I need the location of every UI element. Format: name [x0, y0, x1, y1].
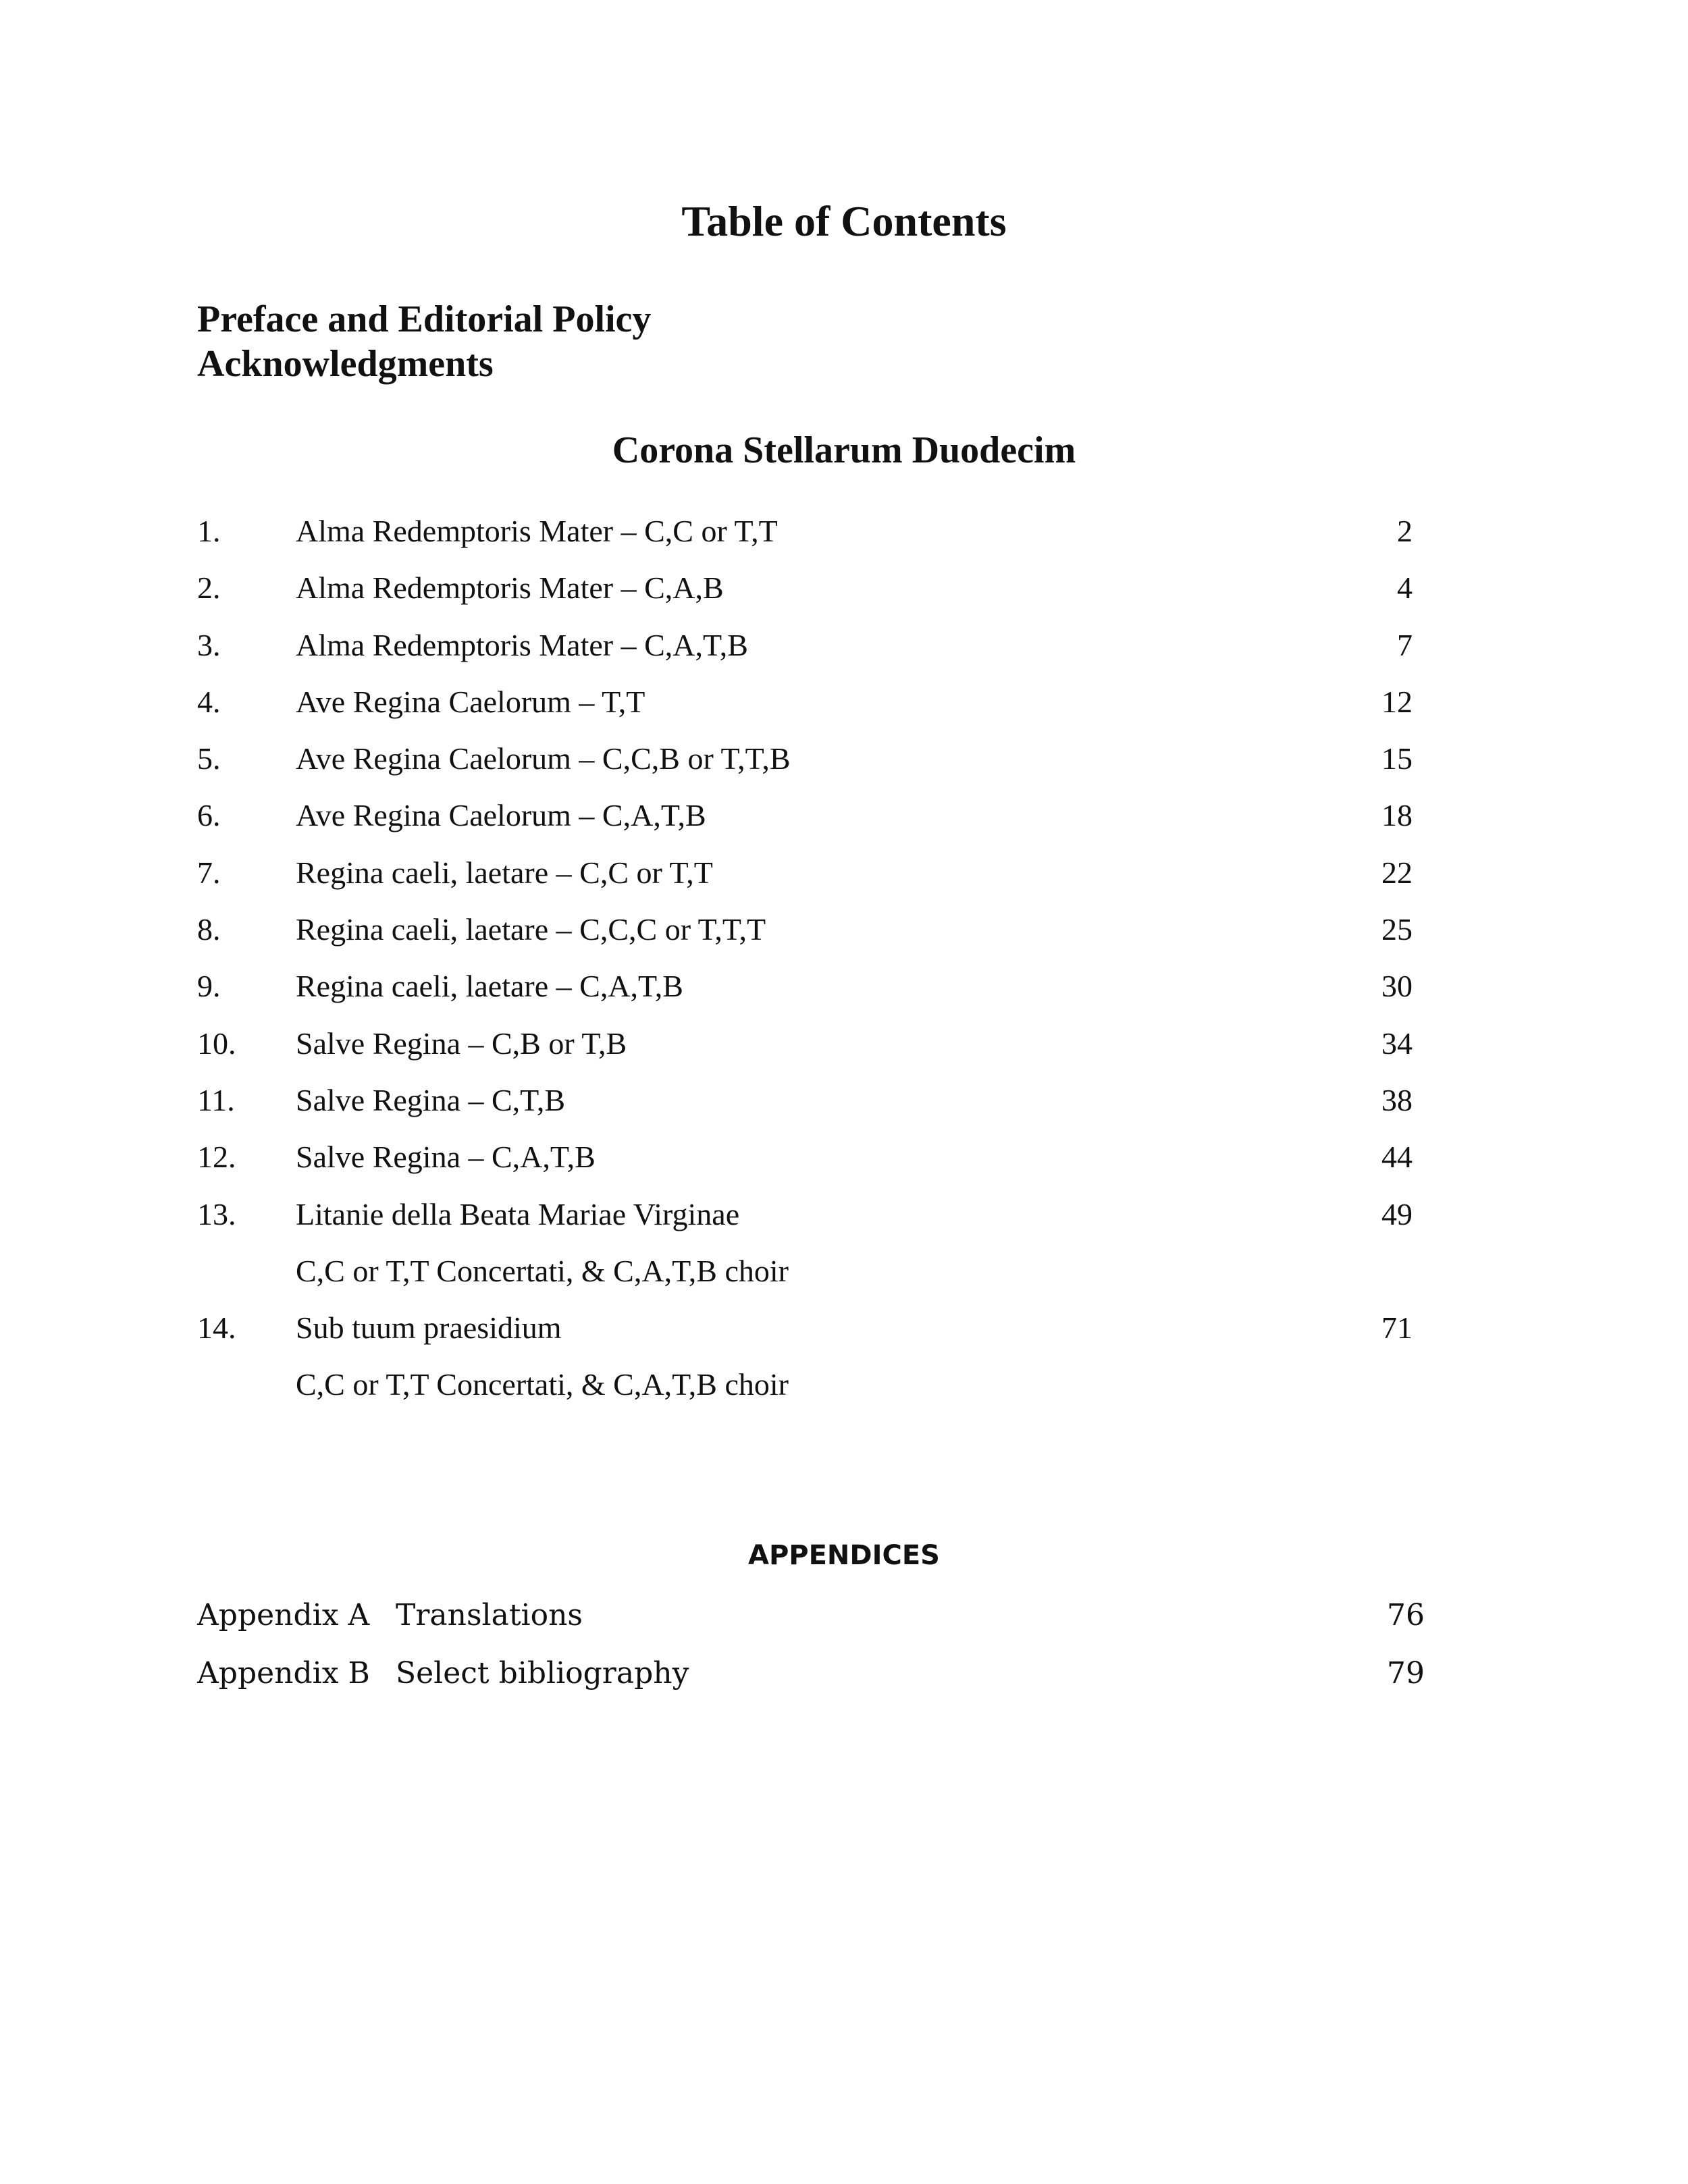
toc-entry-number: 13.: [197, 1196, 236, 1231]
toc-entry[interactable]: [197, 678, 1413, 735]
toc-entry[interactable]: [197, 906, 1413, 963]
appendix-label: Appendix B: [197, 1656, 370, 1690]
section-title: Corona Stellarum Duodecim: [612, 429, 1076, 471]
toc-entry[interactable]: [197, 1020, 1413, 1077]
toc-entry-number: 1.: [197, 514, 221, 548]
front-matter-acknowledgments[interactable]: Acknowledgments: [197, 343, 494, 385]
toc-entry-page: 22: [1381, 855, 1413, 890]
toc-list: [197, 508, 1413, 1418]
appendices-list: [197, 1592, 1425, 1708]
toc-entry-title: Salve Regina – C,B or T,B: [296, 1026, 627, 1061]
toc-entry-number: 14.: [197, 1310, 236, 1346]
toc-entry-number: 9.: [197, 969, 221, 1004]
toc-entry-title: Sub tuum praesidium: [296, 1310, 562, 1346]
toc-entry-number: 7.: [197, 855, 221, 890]
page-title: Table of Contents: [681, 197, 1007, 245]
toc-entry-page: 4: [1397, 570, 1413, 606]
toc-entry[interactable]: [197, 564, 1413, 621]
toc-entry[interactable]: [197, 622, 1413, 678]
appendix-title: Select bibliography: [396, 1656, 689, 1690]
toc-entry-page: 2: [1397, 514, 1413, 548]
toc-entry-subtitle: C,C or T,T Concertati, & C,A,T,B choir: [296, 1253, 789, 1288]
toc-entry-subtitle: C,C or T,T Concertati, & C,A,T,B choir: [296, 1367, 789, 1402]
toc-entry-number: 12.: [197, 1140, 236, 1175]
toc-entry-page: 30: [1381, 969, 1413, 1004]
toc-entry-number: 6.: [197, 798, 221, 833]
toc-entry-title: Litanie della Beata Mariae Virginae: [296, 1196, 740, 1231]
toc-entry-number: 8.: [197, 912, 221, 947]
toc-entry-title: Regina caeli, laetare – C,C or T,T: [296, 855, 713, 890]
toc-entry[interactable]: [197, 1304, 1413, 1361]
toc-entry-title: Ave Regina Caelorum – C,C,B or T,T,B: [296, 741, 791, 776]
toc-entry-title: Salve Regina – C,T,B: [296, 1082, 566, 1117]
toc-entry-page: 71: [1381, 1310, 1413, 1346]
toc-entry-title: Alma Redemptoris Mater – C,C or T,T: [296, 514, 778, 548]
toc-entry-page: 44: [1381, 1140, 1413, 1175]
toc-entry-number: 3.: [197, 627, 221, 662]
toc-entry[interactable]: [197, 1191, 1413, 1248]
toc-entry-title: Alma Redemptoris Mater – C,A,T,B: [296, 627, 748, 662]
toc-entry-title: Alma Redemptoris Mater – C,A,B: [296, 570, 724, 606]
appendix-entry[interactable]: [197, 1592, 1425, 1650]
toc-entry-number: 11.: [197, 1082, 235, 1117]
toc-entry[interactable]: [197, 508, 1413, 564]
toc-entry[interactable]: [197, 1077, 1413, 1134]
toc-entry-title: Salve Regina – C,A,T,B: [296, 1140, 596, 1175]
toc-entry[interactable]: [197, 849, 1413, 906]
toc-entry-continuation: [197, 1361, 1413, 1418]
toc-entry-title: Ave Regina Caelorum – C,A,T,B: [296, 798, 706, 833]
appendix-page: 76: [1387, 1598, 1425, 1632]
toc-entry-page: 34: [1381, 1026, 1413, 1061]
appendix-page: 79: [1387, 1656, 1425, 1690]
appendix-entry[interactable]: [197, 1650, 1425, 1708]
toc-entry-page: 49: [1381, 1196, 1413, 1231]
toc-entry-number: 2.: [197, 570, 221, 606]
toc-entry[interactable]: [197, 735, 1413, 792]
toc-entry-number: 4.: [197, 684, 221, 719]
toc-entry-page: 15: [1381, 741, 1413, 776]
toc-entry-title: Regina caeli, laetare – C,A,T,B: [296, 969, 683, 1004]
toc-entry-number: 10.: [197, 1026, 236, 1061]
toc-entry-title: Ave Regina Caelorum – T,T: [296, 684, 645, 719]
appendix-title: Translations: [396, 1598, 583, 1632]
front-matter: [197, 297, 651, 386]
toc-entry-page: 25: [1381, 912, 1413, 947]
toc-entry[interactable]: [197, 963, 1413, 1019]
toc-entry[interactable]: [197, 1134, 1413, 1190]
toc-entry-page: 18: [1381, 798, 1413, 833]
toc-entry-page: 7: [1397, 627, 1413, 662]
toc-entry-page: 38: [1381, 1082, 1413, 1117]
appendix-label: Appendix A: [197, 1598, 370, 1632]
toc-entry-continuation: [197, 1248, 1413, 1304]
toc-entry-page: 12: [1381, 684, 1413, 719]
toc-entry-title: Regina caeli, laetare – C,C,C or T,T,T: [296, 912, 766, 947]
appendices-heading: APPENDICES: [748, 1540, 940, 1571]
toc-entry[interactable]: [197, 792, 1413, 849]
toc-entry-number: 5.: [197, 741, 221, 776]
front-matter-preface[interactable]: Preface and Editorial Policy: [197, 298, 652, 340]
